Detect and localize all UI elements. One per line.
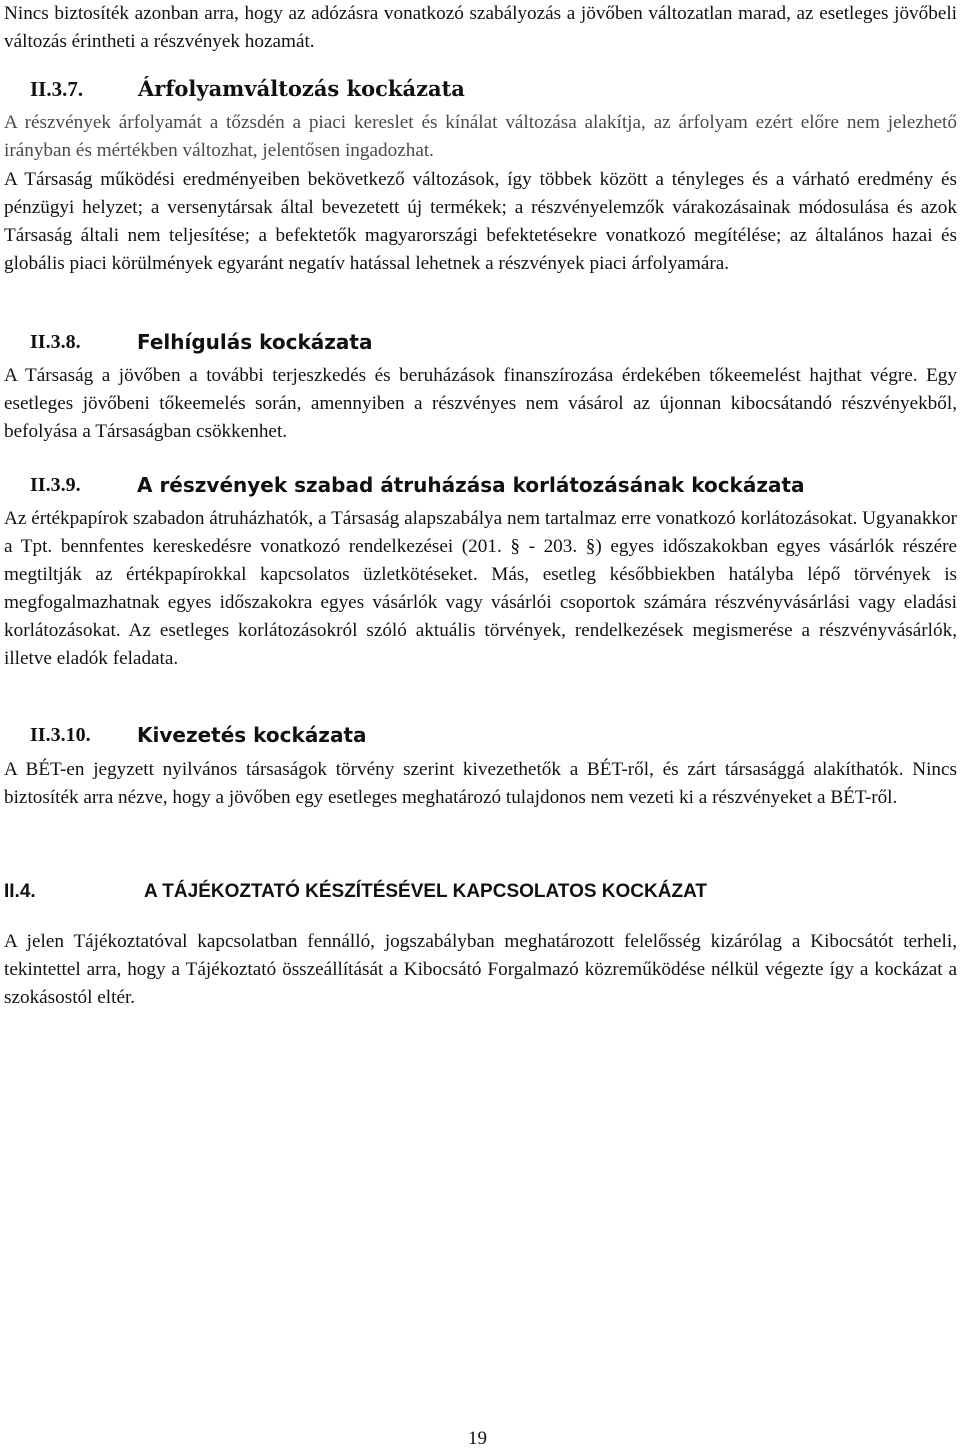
paragraph-3-9: Az értékpapírok szabadon átruházhatók, a Társaság alapszabálya nem tartalmaz erre vonatkozó korlátozásokat. Ugyanakkor a Tpt. bennfentes kereskedésre vonatkozó rendelkezései (201. § - 203. §) egyes időszakokban egyes vásárlók részére megtiltják az értékpapírokkal kapcsolatos üzletkötéseket. Más, esetleg későbbiekben hatályba lépő törvények is megfogalmazhatnak egyes időszakokra egyes vásárlók vagy vásárlói csoportok számára részvényvásárlási vagy eladási korlátozásokat. Az esetleges korlátozásokról szóló aktuális törvények, rendelkezések megismerése a részvényvásárlók, illetve eladók feladata. [4,508,957,669]
paragraph-3-7-b: A Társaság működési eredményeiben bekövetkező változások, így többek között a tényleges és a várható eredmény és pénzügyi helyzet; a versenytársak által bevezetett új termékek; a részvényelemzők várakozásainak módosulása és azok Társaság általi nem teljesítése; a befektetők magyarországi befektetésekre vonatkozó megítélése; az általános hazai és globális piaci körülmények egyaránt negatív hatással lehetnek a részvények piaci árfolyamára. [4,169,957,274]
section-number: II.3.9. [30,474,81,496]
page-number: 19 [468,1428,487,1449]
section-heading-3-8 [30,327,950,357]
paragraph-3-10: A BÉT-en jegyzett nyilvános társaságok törvény szerint kivezethetők a BÉT-ről, és zárt társasággá alakíthatók. Nincs biztosíték arra nézve, hogy a jövőben egy esetleges meghatározó tulajdonos nem vezeti ki a részvényeket a BÉT-ről. [4,759,957,808]
paragraph-3-7-a: A részvények árfolyamát a tőzsdén a piaci kereslet és kínálat változása alakítja, az árfolyam ezért előre nem jelezhető irányban és mértékben változhat, jelentősen ingadozhat. [4,112,957,161]
paragraph-4: A jelen Tájékoztatóval kapcsolatban fennálló, jogszabályban meghatározott felelősség kizárólag a Kibocsátót terheli, tekintettel arra, hogy a Tájékoztató összeállítását a Kibocsátó Forgalmazó közreműködése nélkül végezte így a kockázat a szokásostól eltér. [4,931,957,1008]
paragraph-3-8: A Társaság a jövőben a további terjeszkedés és beruházások finanszírozása érdekében tőkeemelést hajthat végre. Egy esetleges jövőbeni tőkeemelés során, amennyiben a részvényes nem vásárol az újonnan kibocsátandó részvényekből, befolyása a Társaságban csökkenhet. [4,365,957,442]
section-heading-3-10 [30,720,950,750]
section-title: Kivezetés kockázata [137,723,367,747]
section-title: A részvények szabad átruházása korlátozásának kockázata [137,473,805,497]
section-title: A TÁJÉKOZTATÓ KÉSZÍTÉSÉVEL KAPCSOLATOS KOCKÁZAT [144,881,707,902]
section-heading-3-7 [30,74,950,104]
intro-paragraph: Nincs biztosíték azonban arra, hogy az adózásra vonatkozó szabályozás a jövőben változatlan marad, az esetleges jövőbeli változás érintheti a részvények hozamát. [4,3,957,52]
section-number: II.3.7. [30,77,84,101]
section-number: II.4. [4,881,36,902]
section-heading-4 [4,877,924,907]
section-title: Felhígulás kockázata [137,330,373,354]
section-heading-3-9 [30,470,950,500]
section-title: Árfolyamváltozás kockázata [138,76,465,101]
section-number: II.3.8. [30,331,81,353]
section-number: II.3.10. [30,724,91,746]
